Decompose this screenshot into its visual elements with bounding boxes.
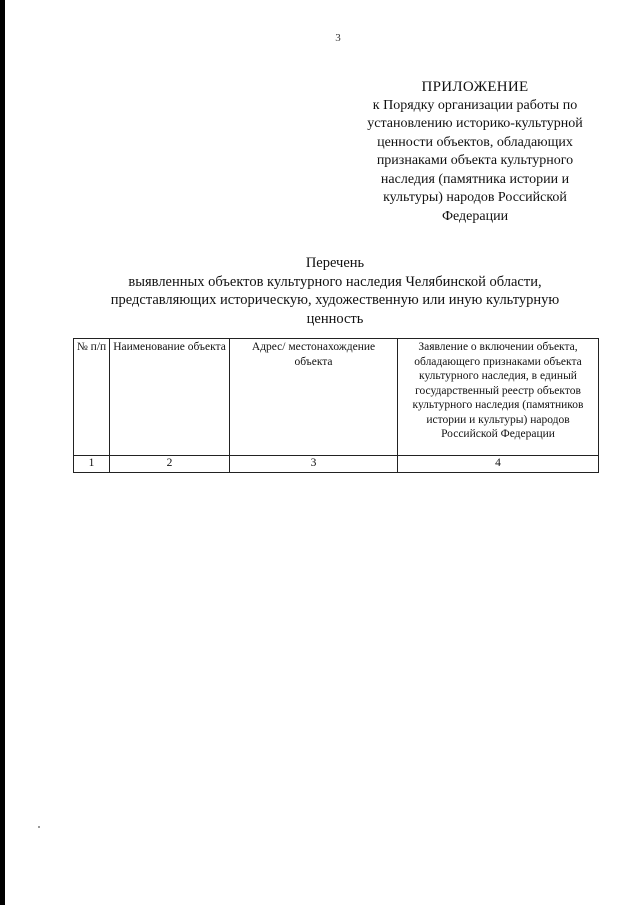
appendix-line: установлению историко-культурной — [367, 116, 583, 131]
appendix-line: признаками объекта культурного — [376, 153, 574, 168]
numbering-cell: 3 — [230, 456, 398, 473]
list-title — [60, 254, 610, 328]
objects-table — [73, 338, 599, 473]
numbering-cell: 2 — [110, 456, 230, 473]
appendix-line: ценности объектов, обладающих — [377, 134, 573, 150]
appendix-line: наследия (памятника истории и — [380, 171, 570, 187]
appendix-block — [340, 78, 610, 226]
header-application: Заявление о включении объекта, обладающего признаками объекта культурного наследия, в единый государственный реестр объектов культурного наследия (памятников истории и культуры) народов Российской Федерации — [398, 339, 599, 456]
header-address: Адрес/ местонахождение объекта — [230, 339, 398, 456]
table-header-row — [74, 339, 599, 456]
scan-left-edge — [0, 0, 5, 905]
appendix-heading: ПРИЛОЖЕНИЕ — [421, 79, 529, 95]
numbering-cell: 4 — [398, 456, 599, 473]
list-title-line: выявленных объектов культурного наследия Челябинской области, — [128, 273, 542, 290]
header-number: № п/п — [74, 339, 110, 456]
appendix-line: к Порядку организации работы по — [372, 97, 578, 113]
table-numbering-row — [74, 456, 599, 473]
page-number: 3 — [335, 32, 341, 44]
list-title-line: Перечень — [305, 255, 365, 271]
scan-speck — [38, 826, 40, 828]
numbering-cell: 1 — [74, 456, 110, 473]
list-title-line: ценность — [306, 310, 364, 327]
appendix-line: Федерации — [441, 208, 509, 224]
header-object-name: Наименование объекта — [110, 339, 230, 456]
appendix-line: культуры) народов Российской — [383, 190, 567, 205]
list-title-line: представляющих историческую, художественную или иную культурную — [110, 292, 560, 308]
